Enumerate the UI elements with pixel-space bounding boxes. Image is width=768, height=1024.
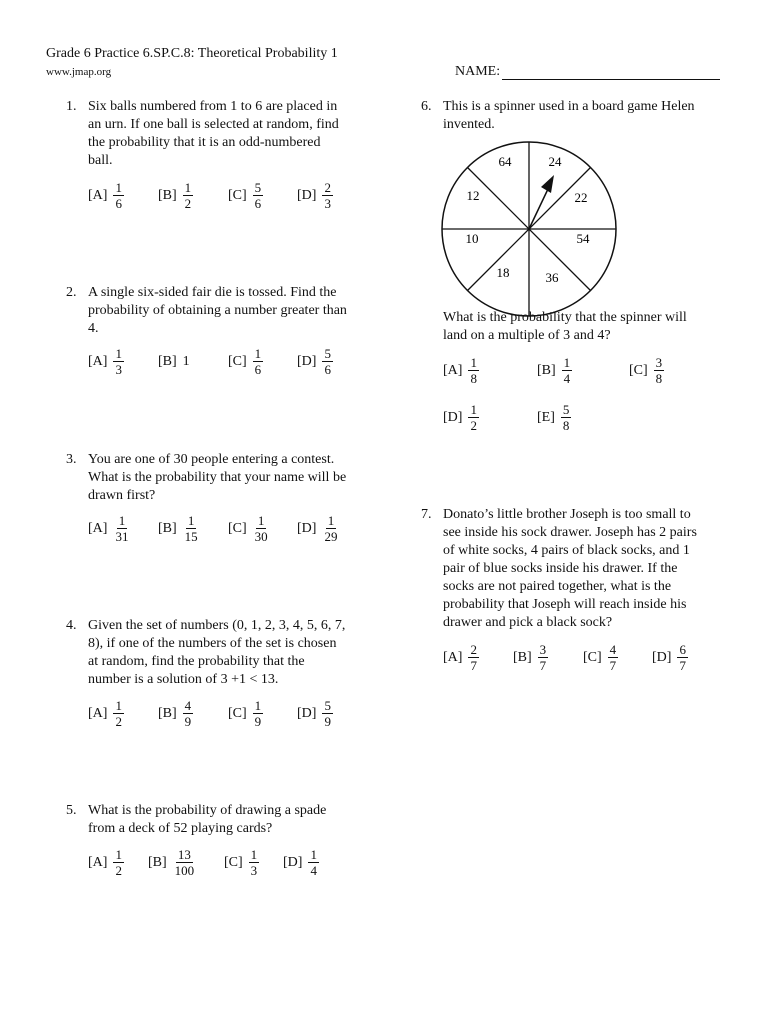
question-line: land on a multiple of 3 and 4?	[443, 328, 611, 343]
question-5	[66, 802, 386, 902]
sector-label: 36	[545, 270, 559, 285]
question-text	[443, 98, 695, 134]
question-line: drawn first?	[88, 488, 156, 503]
name-label: NAME:	[455, 64, 501, 79]
question-line: 4.	[88, 321, 99, 336]
choice-e: [E] $\frac{5}{8}$	[537, 402, 570, 433]
choice-a: [A] $\frac{1}{3}$	[88, 346, 122, 377]
sector-label: 22	[574, 190, 588, 205]
question-line: socks are not paired together, what is the	[443, 579, 672, 594]
question-number: 3.	[66, 452, 77, 467]
choice-d: [D] $\frac{1}{29}$	[297, 513, 338, 544]
question-number: 4.	[66, 618, 77, 633]
choice-d: [D] $\frac{5}{9}$	[297, 698, 331, 729]
spinner-diagram	[441, 141, 621, 321]
choice-c: [C] $\frac{1}{30}$	[228, 513, 268, 544]
spinner-arrow-shaft	[529, 189, 548, 229]
sector-label: 24	[548, 154, 562, 169]
choice-d: [D] $\frac{5}{6}$	[297, 346, 331, 377]
question-line: invented.	[443, 117, 495, 132]
choice-b: [B] $\frac{1}{4}$	[537, 355, 571, 386]
question-text	[88, 802, 326, 838]
question-text	[88, 451, 346, 505]
question-text	[443, 506, 697, 632]
name-field	[455, 64, 720, 80]
choice-d: [D] $\frac{1}{2}$	[443, 402, 477, 433]
choice-b: [B] $\frac{13}{100}$	[148, 847, 195, 878]
choice-b: [B] $\frac{4}{9}$	[158, 698, 192, 729]
question-7	[421, 506, 741, 696]
worksheet-title: Grade 6 Practice 6.SP.C.8: Theoretical Probability 1	[46, 46, 338, 61]
choice-c: [C] $\frac{1}{6}$	[228, 346, 262, 377]
question-line: What is the probability of drawing a spade	[88, 803, 327, 818]
question-line: Six balls numbered from 1 to 6 are placed in	[88, 99, 338, 114]
question-line: number is a solution of 3 +1 < 13.	[88, 672, 279, 687]
choice-a: [A] $\frac{1}{2}$	[88, 698, 122, 729]
question-number: 5.	[66, 803, 77, 818]
question-number: 7.	[421, 507, 432, 522]
question-line: pair of blue socks inside his drawer. If the	[443, 561, 678, 576]
name-blank-line	[502, 65, 720, 80]
question-text	[88, 617, 345, 689]
question-line: the probability that it is an odd-numbered	[88, 135, 321, 150]
choice-a: [A] $\frac{1}{6}$	[88, 180, 122, 211]
question-line: from a deck of 52 playing cards?	[88, 821, 273, 836]
choice-d: [D] $\frac{2}{3}$	[297, 180, 331, 211]
question-line: 8), if one of the numbers of the set is chosen	[88, 636, 337, 651]
question-line: Given the set of numbers (0, 1, 2, 3, 4, 5, 6, 7,	[88, 618, 346, 633]
question-3	[66, 451, 386, 561]
choice-c: [C] $\frac{1}{3}$	[224, 847, 258, 878]
choice-d: [D] $\frac{1}{4}$	[283, 847, 317, 878]
choice-b: [B] $\frac{3}{7}$	[513, 642, 547, 673]
question-line: You are one of 30 people entering a contest.	[88, 452, 335, 467]
source-url: www.jmap.org	[46, 66, 112, 78]
question-number: 6.	[421, 99, 432, 114]
question-2	[66, 284, 386, 394]
choice-d: [D] $\frac{6}{7}$	[652, 642, 686, 673]
choice-a: [A] $\frac{2}{7}$	[443, 642, 477, 673]
question-number: 2.	[66, 285, 77, 300]
question-line: drawer and pick a black sock?	[443, 615, 613, 630]
choice-c: [C] $\frac{1}{9}$	[228, 698, 262, 729]
choice-c: [C] $\frac{3}{8}$	[629, 355, 663, 386]
question-text-followup	[443, 309, 687, 345]
choice-b: [B] $\frac{1}{15}$	[158, 513, 198, 544]
choice-a: [A] $\frac{1}{8}$	[443, 355, 477, 386]
question-line: probability of obtaining a number greater than	[88, 303, 347, 318]
choice-a: [A] $\frac{1}{2}$	[88, 847, 122, 878]
question-6	[421, 98, 741, 448]
choice-b: [B] $\frac{1}{2}$	[158, 180, 192, 211]
question-line: Donato’s little brother Joseph is too small to	[443, 507, 691, 522]
question-line: What is the probability that your name will be	[88, 470, 347, 485]
question-number: 1.	[66, 99, 77, 114]
question-line: see inside his sock drawer. Joseph has 2 pairs	[443, 525, 697, 540]
sector-label: 64	[498, 154, 512, 169]
question-line: A single six-sided fair die is tossed. Find the	[88, 285, 337, 300]
question-line: an urn. If one ball is selected at random, find	[88, 117, 339, 132]
question-text	[88, 98, 339, 170]
choice-a: [A] $\frac{1}{31}$	[88, 513, 129, 544]
sector-label: 54	[576, 231, 590, 246]
question-line: What is the probability that the spinner will	[443, 310, 687, 325]
sector-label: 10	[465, 231, 479, 246]
choice-b: [B] 1	[158, 354, 190, 369]
question-text	[88, 284, 347, 338]
question-4	[66, 617, 386, 747]
sector-label: 12	[466, 188, 480, 203]
spinner-arrow-head	[541, 175, 554, 193]
sector-label: 18	[496, 265, 510, 280]
question-line: of white socks, 4 pairs of black socks, and 1	[443, 543, 690, 558]
choice-c: [C] $\frac{5}{6}$	[228, 180, 262, 211]
question-1	[66, 98, 386, 238]
question-line: at random, find the probability that the	[88, 654, 305, 669]
question-line: This is a spinner used in a board game Helen	[443, 99, 695, 114]
question-line: probability that Joseph will reach inside his	[443, 597, 687, 612]
question-line: ball.	[88, 153, 113, 168]
choice-c: [C] $\frac{4}{7}$	[583, 642, 617, 673]
